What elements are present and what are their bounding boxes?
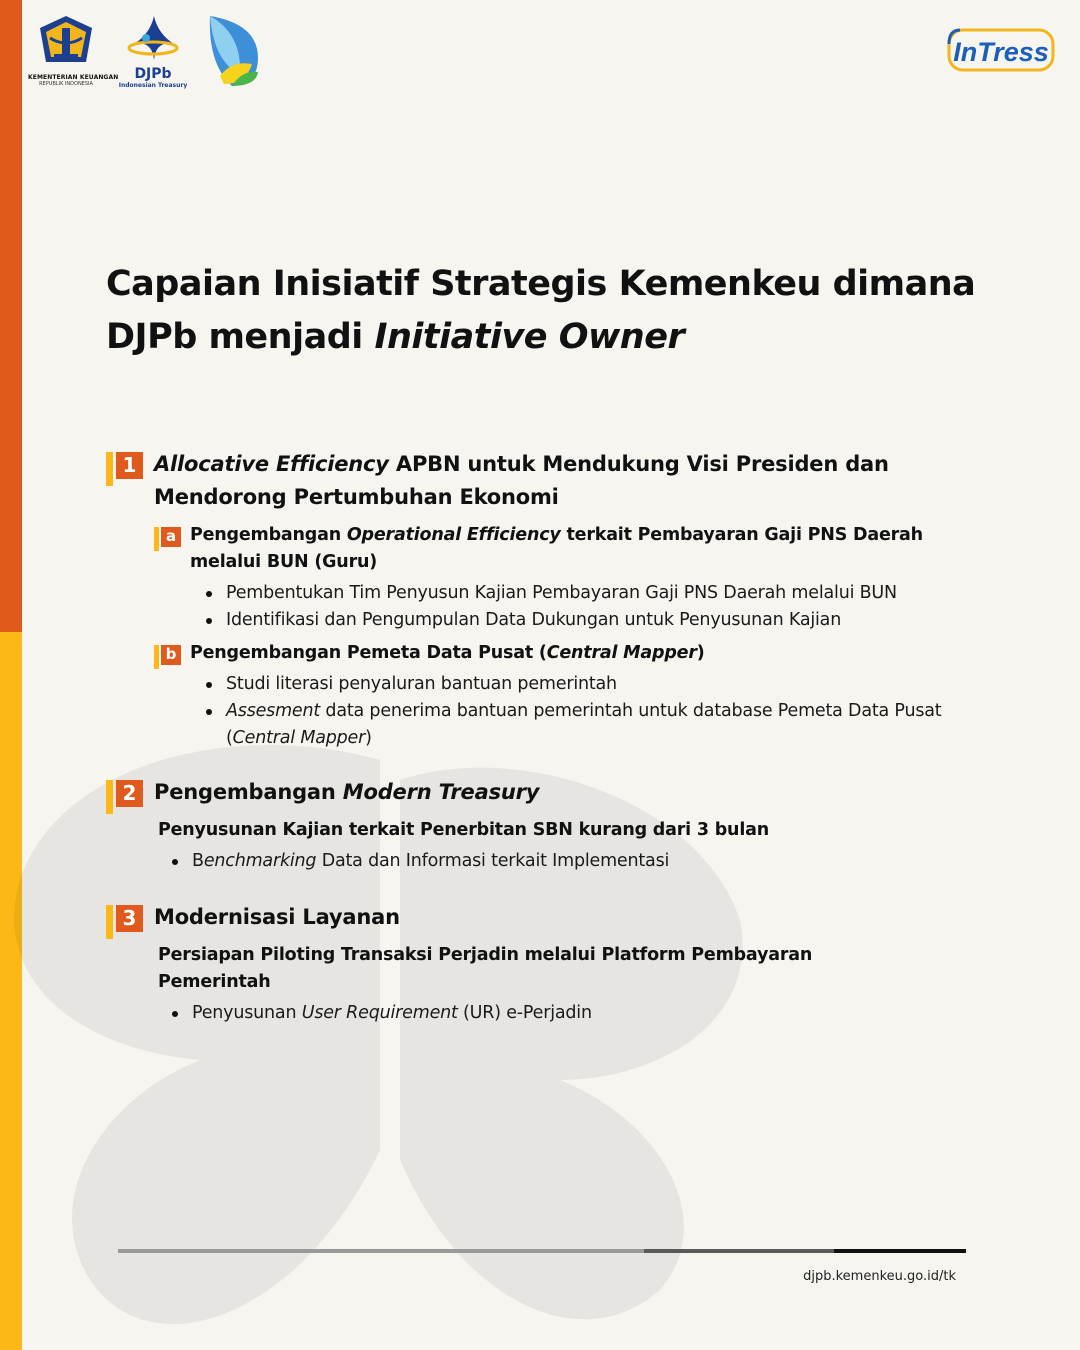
- section-number-badge: [106, 905, 143, 939]
- subsection-letter-badge: [154, 527, 181, 551]
- kemenkeu-logo: [28, 14, 119, 94]
- footer-divider: [644, 1249, 834, 1253]
- section-number: 2: [116, 780, 143, 807]
- section-1: [106, 448, 966, 752]
- list-item: Studi literasi penyaluran bantuan pemerintah: [226, 671, 966, 698]
- list-item: Assesment data penerima bantuan pemerintah untuk database Pemeta Data Pusat (Central Mapper): [226, 698, 966, 752]
- subsection-letter: a: [161, 527, 181, 547]
- list-item: Benchmarking Data dan Informasi terkait Implementasi: [192, 848, 966, 875]
- list-item: Identifikasi dan Pengumpulan Data Dukungan untuk Penyusunan Kajian: [226, 607, 966, 634]
- bullet-list: [192, 1000, 966, 1027]
- kemenkeu-subcaption: REPUBLIK INDONESIA: [39, 81, 93, 87]
- intress-badge-icon: [946, 26, 1056, 76]
- section-number: 3: [116, 905, 143, 932]
- section-2: [106, 776, 966, 875]
- list-item: Pembentukan Tim Penyusun Kajian Pembayaran Gaji PNS Daerah melalui BUN: [226, 580, 966, 607]
- section-title: Allocative Efficiency APBN untuk Mendukung Visi Presiden dan Mendorong Pertumbuhan Ekonomi: [154, 452, 889, 509]
- djpb-name: DJPb: [134, 66, 172, 82]
- subsection-title: Pengembangan Pemeta Data Pusat (Central Mapper): [190, 643, 705, 663]
- subsection-b: [154, 640, 966, 667]
- initiatives-list: [106, 448, 966, 1027]
- bullet-list: [192, 848, 966, 875]
- kemenkeu-emblem-icon: [38, 14, 94, 68]
- section-number: 1: [116, 452, 143, 479]
- intress-logo: [946, 26, 1056, 76]
- section-title: Pengembangan Modern Treasury: [154, 780, 540, 804]
- intress-text: InTress: [953, 37, 1049, 67]
- section-number-badge: [106, 780, 143, 814]
- title-line1: Capaian Inisiatif Strategis Kemenkeu dimana: [106, 264, 976, 304]
- bullet-list: [226, 580, 966, 634]
- subsection-a: [154, 522, 966, 576]
- subsection-letter-badge: [154, 645, 181, 669]
- footer-url: djpb.kemenkeu.go.id/tk: [803, 1269, 956, 1284]
- left-orange-stripe: [0, 0, 22, 632]
- title-line2-italic: Initiative Owner: [374, 317, 685, 357]
- footer-divider: [834, 1249, 966, 1253]
- leaf-logo-icon: [202, 14, 262, 88]
- section-number-badge: [106, 452, 143, 486]
- section-title: Modernisasi Layanan: [154, 905, 400, 929]
- djpb-subtitle: Indonesian Treasury: [118, 82, 188, 89]
- page-title: [106, 258, 1006, 364]
- kemenkeu-caption: KEMENTERIAN KEUANGAN: [28, 74, 119, 81]
- footer-divider: [118, 1249, 644, 1253]
- list-item: Penyusunan User Requirement (UR) e-Perjadin: [192, 1000, 966, 1027]
- djpb-emblem-icon: [124, 14, 182, 64]
- subsection-title: Penyusunan Kajian terkait Penerbitan SBN kurang dari 3 bulan: [158, 820, 769, 840]
- subsection-letter: b: [161, 645, 181, 665]
- title-line2-prefix: DJPb menjadi: [106, 317, 375, 357]
- bullet-list: [226, 671, 966, 752]
- subsection-title: Pengembangan Operational Efficiency terkait Pembayaran Gaji PNS Daerah melalui BUN (Guru): [190, 525, 923, 572]
- subsection-title: Persiapan Piloting Transaksi Perjadin melalui Platform Pembayaran Pemerintah: [158, 945, 813, 992]
- djpb-logo: [116, 14, 190, 94]
- section-3: [106, 901, 966, 1027]
